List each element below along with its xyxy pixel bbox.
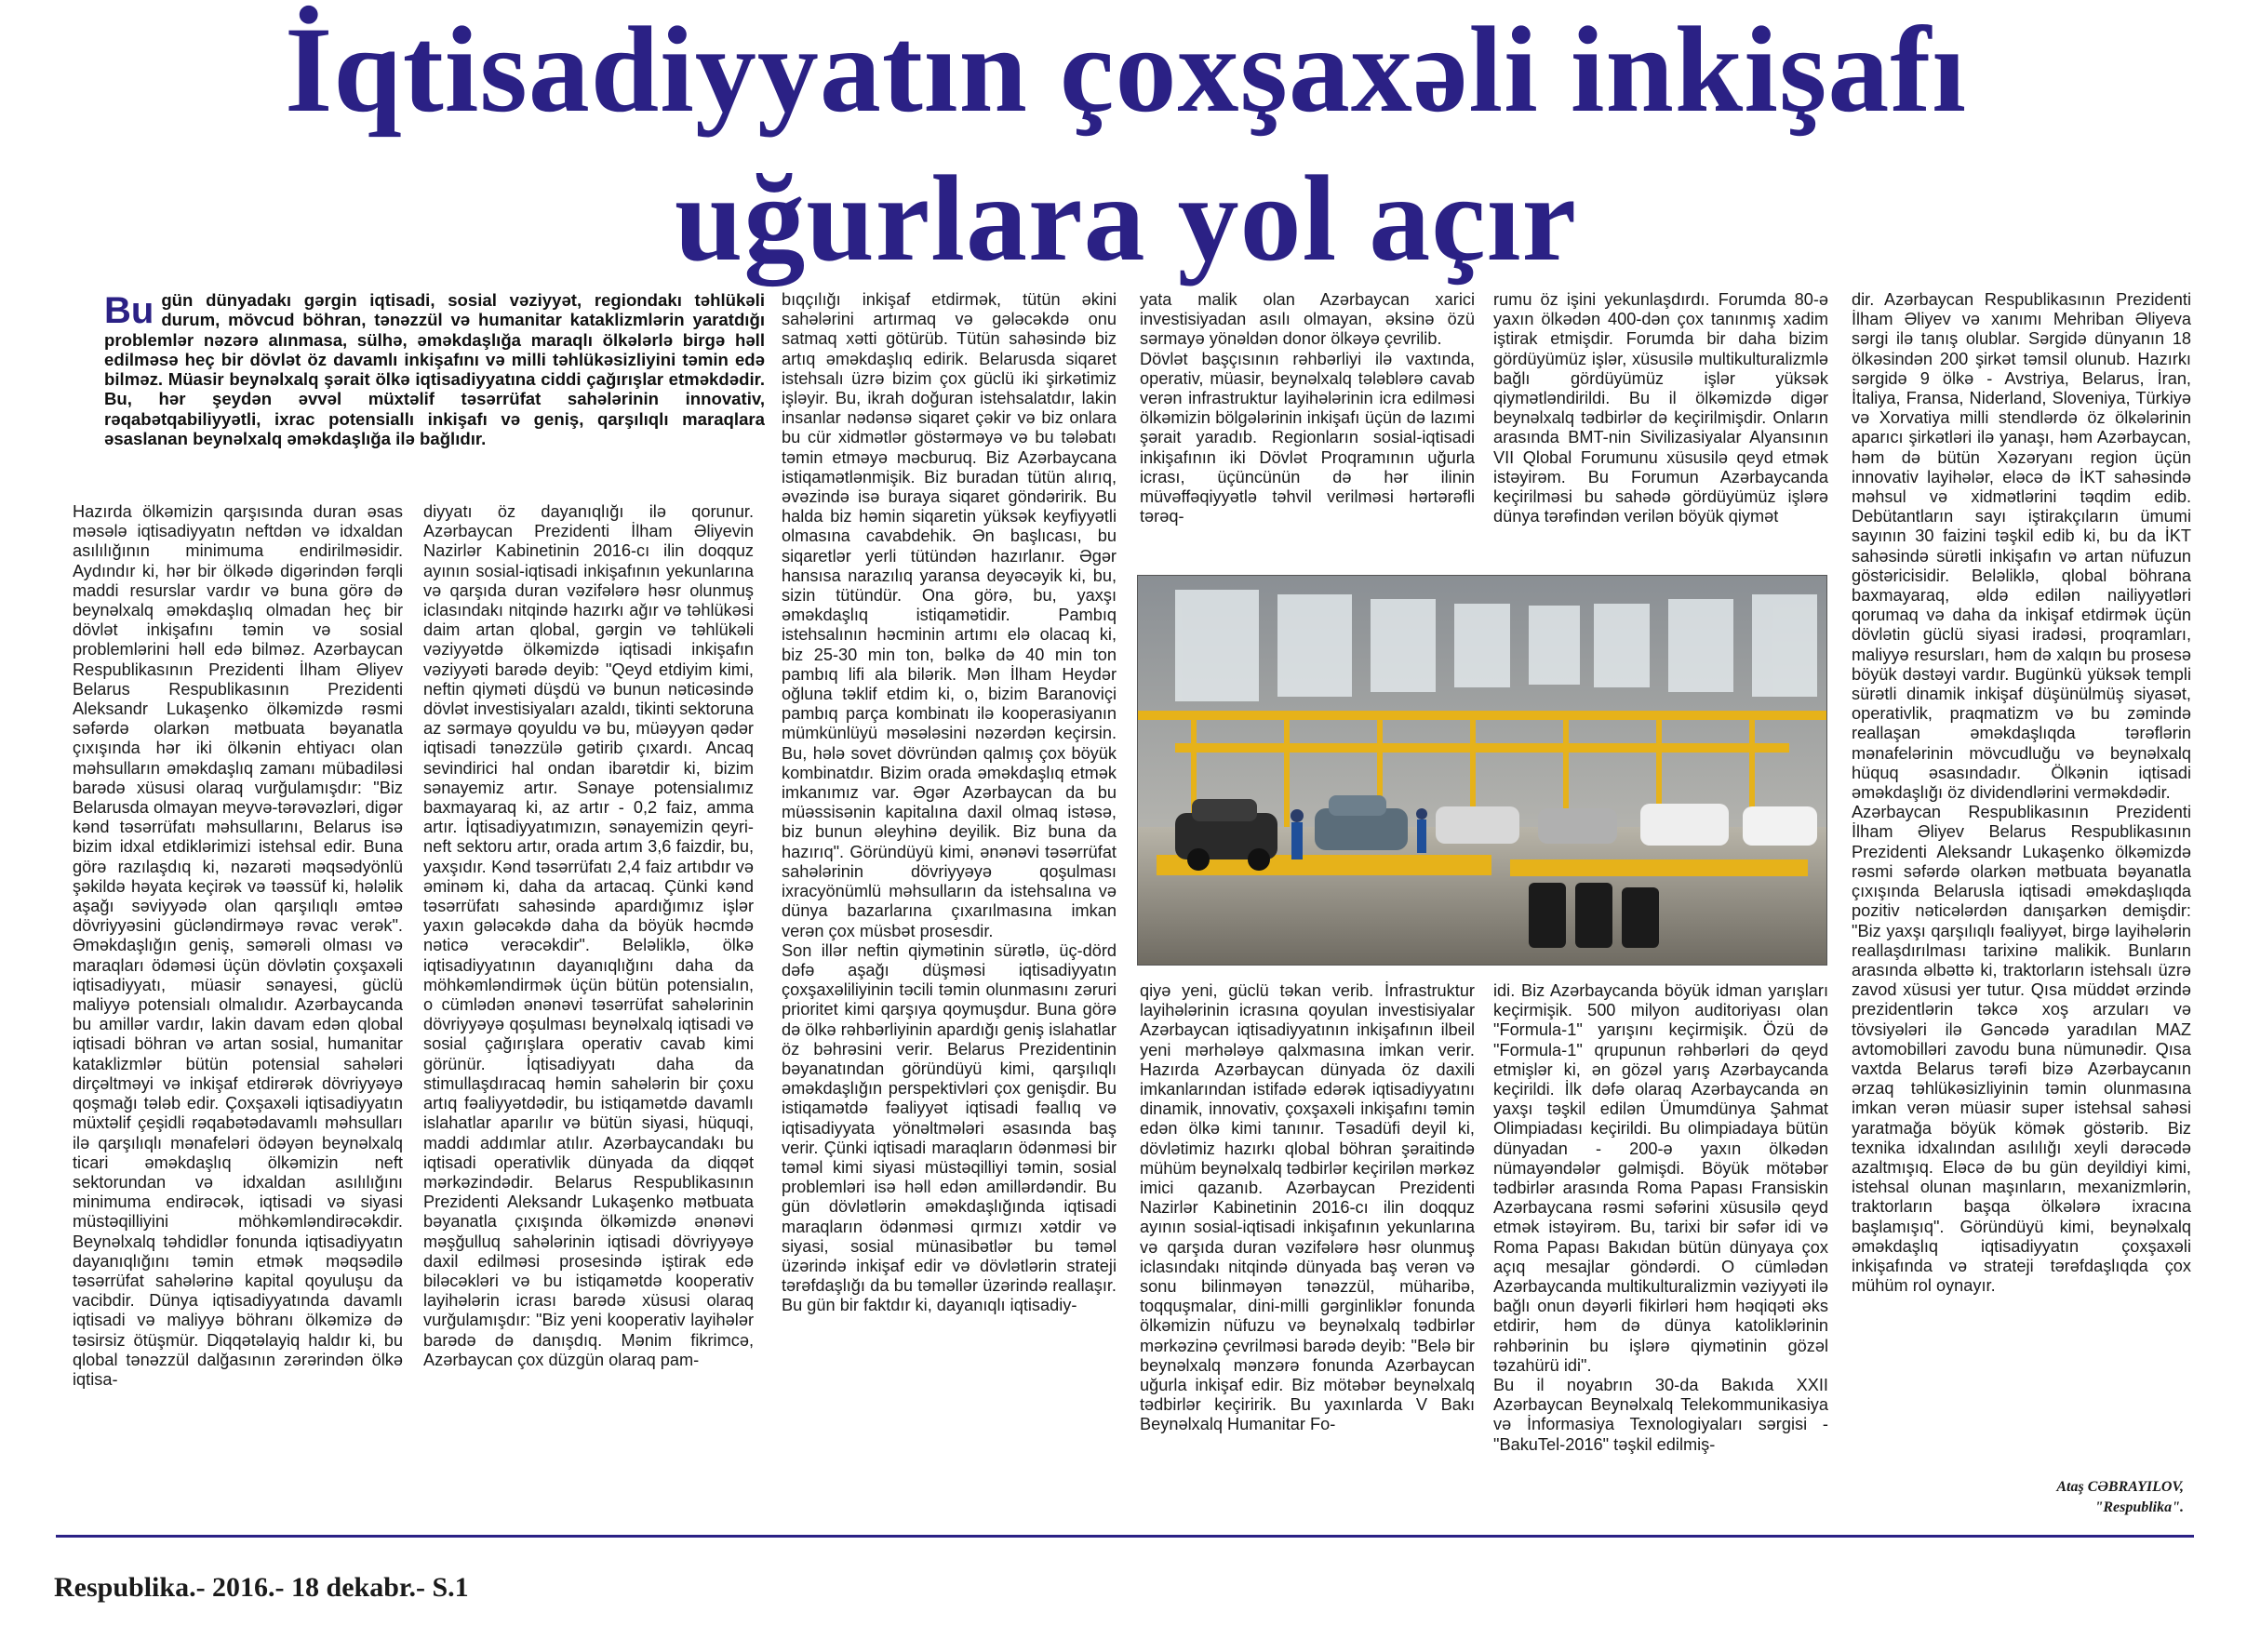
byline-author: Ataş CƏBRAYILOV, [2056, 1479, 2184, 1495]
lead-paragraph [104, 290, 765, 490]
footer-citation: Respublika.- 2016.- 18 dekabr.- S.1 [54, 1572, 469, 1603]
article-column-4-bottom: qiyə yeni, güclü təkan verib. İnfrastruktur layihələrinin icrasına qoyulan investisiyalar Azərbaycan iqtisadiyyatının inkişafının ilbeil yeni mərhələyə qalxmasına imkan verir. Hazırda Azərbaycan dünyada öz daxili imkanlarından istifadə edərək iqtisadiyyatını dinamik, innovativ, çoxşaxəli inkişafını təmin edən ölkə kimi tanınır. Təsadüfi deyil ki, dövlətimiz hazırkı qlobal böhran şəraitində mühüm beynəlxalq tədbirlər keçirilən mərkəz imici qazanıb. Azərbaycan Prezidenti Nazirlər Kabinetinin 2016-cı ilin doqquz ayının sosial-iqtisadi inkişafının yekunlarına və qarşıda duran vəzifələrə həsr olunmuş iclasındakı nitqində dünyada baş verən və sonu bilinməyən tənəzzül, müharibə, toqquşmalar, dini-milli gərginliklər fonunda ölkəmizin nüfuzu və beynəlxalq tədbirlər mərkəzinə çevrilməsi barədə deyib: "Belə bir beynəlxalq mənzərə fonunda Azərbaycan uğurla inkişaf edir. Biz mötəbər beynəlxalq tədbirlər keçiririk. Bu yaxınlarda V Bakı Beynəlxalq Humanitar Fo- [1140, 981, 1475, 1434]
headline-line-2: uğurlara yol açır [674, 150, 1578, 286]
headline-line-1: İqtisadiyyatın çoxşaxəli inkişafı [285, 1, 1967, 138]
article-column-4-top: yata malik olan Azərbaycan xarici investisiyadan asılı olmayan, əksinə özü sərmayə yönəldən donor ölkəyə çevrilib. Dövlət başçısının rəhbərliyi ilə vaxtında, operativ, müasir, beynəlxalq tələblərə cavab verən infrastruktur layihələrinin icra edilməsi ölkəmizin bölgələrinin inkişafı üçün də lazımi şərait yaradıb. Regionların sosial-iqtisadi inkişafının iki Dövlət Proqramının uğurla icrası, üçüncünün də hər ilinin müvəffəqiyyətlə təhvil verilməsi hərtərəfli tərəq- [1140, 290, 1475, 526]
article-column-6: dir. Azərbaycan Respublikasının Prezidenti İlham Əliyev və xanımı Mehriban Əliyeva sərgi ilə tanış olublar. Sərgidə dünyanın 18 ölkəsindən 200 şirkət təmsil olunub. Hazırkı sərgidə 9 ölkə - Avstriya, Belarus, İran, İtaliya, Fransa, Niderland, Sloveniya, Türkiyə və Xorvatiya milli stendlərdə öz ölkələrinin aparıcı şirkətləri ilə yanaşı, həm Azərbaycan, həm də bütün Xəzəryanı region üçün innovativ layihələr, eləcə də İKT sahəsində məhsul və xidmətlərini təqdim edib. Debütantların sayı iştirakçıların ümumi sayının 30 faizini təşkil edib ki, bu da İKT sahəsində sürətli inkişafın və artan nüfuzun göstəricisidir. Beləliklə, qlobal böhrana baxmayaraq, əldə edilən nailiyyətləri qorumaq və daha da inkişaf etdirmək üçün dövlətin güclü siyasi iradəsi, proqramları, maliyyə resursları, həm də xalqın bu prosesə böyük dəstəyi vardır. Bugünkü yüksək templi sürətli dinamik inkişaf düşünülmüş siyasət, operativlik, praqmatizm və bu zəmində reallaşan əməkdaşlıqda tərəflərin mənafelərinin mövcudluğu və beynəlxalq hüquq əsasındadır. Ölkənin iqtisadi əməkdaşlığı öz dividendlərini verməkdədir. Azərbaycan Respublikasının Prezidenti İlham Əliyev Belarus Respublikasının Prezidenti Aleksandr Lukaşenko ölkəmizdə rəsmi səfərdə olarkən mətbuata bəyanatla çıxışında Belarusla iqtisadi əməkdaşlıqda pozitiv nəticələrdən danışarkən demişdir: "Biz yaxşı qarşılıqlı fəaliyyət, birgə layihələrin reallaşdırılması tarixinə malikik. Bunların arasında əlbəttə ki, traktorların istehsalı üzrə zavod xüsusi yer tutur. Qısa müddət ərzində prezidentlərin təkcə xoş arzuları və tövsiyələri ilə Gəncədə yaradılan MAZ avtomobilləri zavodu buna nümunədir. Qısa vaxtda Belarus tərəfi bizə Azərbaycanın ərzaq təhlükəsizliyinin təmin olunmasına imkan verən müasir super istehsal sahəsi yaratmağa böyük kömək göstərib. Biz texnika idxalından asılılığı xeyli dərəcədə azaltmışıq. Eləcə də bu gün deyildiyi kimi, istehsal olunan maşınların, mexanizmlərin, traktorların başqa ölkələrə ixracına başlamışıq". Göründüyü kimi, beynəlxalq əməkdaşlıq iqtisadiyyatın çoxşaxəli inkişafında və strateji tərəfdaşlıqda çox mühüm rol oynayır. [1852, 290, 2191, 1296]
footer-rule [56, 1535, 2194, 1538]
lead-text: gün dünyadakı gərgin iqtisadi, sosial vəziyyət, regiondakı təhlükəli durum, mövcud böhran, tənəzzül və humanitar kataklizmlərin yaratdığı problemlər nəzərə alınmasa, sülhə, əməkdaşlığa maraqlı ölkələrlə birgə həll edilməsə heç bir dövlət öz davamlı inkişafını və milli təhlükəsizliyini təmin edə bilməz. Müasir beynəlxalq şərait ölkə iqtisadiyyatına ciddi çağırışlar etməkdədir. Bu, hər şeydən əvvəl müxtəlif təsərrüfat sahələrinin innovativ, rəqabətqabiliyyətli, ixrac potensiallı inkişafı və geniş, qarşılıqlı maraqlara əsaslanan beynəlxalq əməkdaşlığa ilə bağlıdır. [104, 290, 765, 449]
car-assembly-line-illustration [1138, 576, 1826, 965]
article-column-5-bottom: idi. Biz Azərbaycanda böyük idman yarışları keçirmişik. 500 milyon auditoriyası olan "Formula-1" yarışını keçirmişik. Özü də "Formula-1" qrupunun rəhbərləri də qeyd etmişlər ki, ən gözəl yarış Azərbaycanda keçirildi. İlk dəfə olaraq Azərbaycanda ən yaxşı təşkil edilən Ümumdünya Şahmat Olimpiadası keçirildi. Bu olimpiadaya bütün dünyadan - 200-ə yaxın ölkədən nümayəndələr gəlmişdi. Böyük mötəbər tədbirlər arasında Roma Papası Fransiskin Azərbaycana rəsmi səfərini xüsusilə qeyd etmək istəyirəm. Bu, tarixi bir səfər idi və Roma Papası Bakıdan bütün dünyaya çox açıq mesajlar göndərdi. O cümlədən Azərbaycanda multikulturalizmin vəziyyəti ilə bağlı onun dəyərli fikirləri həm həqiqəti əks etdirir, həm də dünya katoliklərinin rəhbərinin bu işlərə qiymətinin gözəl təzahürü idi". Bu il noyabrın 30-da Bakıda XXII Azərbaycan Beynəlxalq Telekommunikasiya və İnformasiya Texnologiyaları sərgisi - "BakuTel-2016" təşkil edilmiş- [1493, 981, 1828, 1454]
byline-source: "Respublika". [2094, 1499, 2184, 1515]
article-column-5-top: rumu öz işini yekunlaşdırdı. Forumda 80-ə yaxın ölkədən 400-dən çox tanınmış xadim iştirak etmişdir. Forumda bir daha bizim gördüyümüz işlər, xüsusilə multikulturalizmlə bağlı gördüyümüz işlər yüksək qiymətləndirildi. Bu il ölkəmizdə digər beynəlxalq tədbirlər də keçirilmişdir. Onların arasında BMT-nin Sivilizasiyalar Alyansının VII Qlobal Forumunu xüsusilə qeyd etmək istəyirəm. Bu Forumun Azərbaycanda keçirilməsi bu sahədə gördüyümüz işlərə dünya tərəfindən verilən böyük qiymət [1493, 290, 1828, 526]
drop-cap: Bu [104, 290, 154, 331]
article-column-1: Hazırda ölkəmizin qarşısında duran əsas məsələ iqtisadiyyatın neftdən və idxaldan asılılığının minimuma endirilməsidir. Aydındır ki, hər bir ölkədə digərindən fərqli maddi resurslar vardır və buna görə də beynəlxalq əməkdaşlıq olmadan heç bir dövlət inkişafını təmin və sosial problemlərini həll edə bilməz. Azərbaycan Respublikasının Prezidenti İlham Əliyev Belarus Respublikasının Prezidenti Aleksandr Lukaşenko ölkəmizdə rəsmi səfərdə olarkən mətbuata bəyanatla çıxışında hər iki ölkənin ehtiyacı olan məhsulların əməkdaşlıq zamanı mübadiləsi barədə xüsusi olaraq vurğulamışdır: "Biz Belarusda olmayan meyvə-tərəvəzləri, digər kənd təsərrüfatı məhsullarını, Belarus isə bizim idxal etdiklərimizi istehsal edir. Buna görə razılaşdıq ki, nəzarəti məqsədyönlü şəkildə həyata keçirək və təəssüf ki, hələlik aşağı səviyyədə olan qarşılıqlı əmtəə dövriyyəsini gücləndirməyə rəvac verək". Əməkdaşlığın geniş, səmərəli olması və maraqları ödəməsi üçün dövlətin çoxşaxəli iqtisadiyyatı, müasir sənayesi, güclü maliyyə potensialı olmalıdır. Azərbaycanda bu amillər vardır, lakin davam edən qlobal iqtisadi böhran və artan sosial, humanitar kataklizmlər bütün potensial sahələri dirçəltməyi və inkişaf etdirərək dövriyyəyə qoşmağı tələb edir. Çoxşaxəli iqtisadiyyatın müxtəlif çeşidli rəqabətədavamlı məhsulları ilə qarşılıqlı mənafeləri ödəyən beynəlxalq ticari əməkdaşlıq ölkəmizin neft sektorundan və idxaldan asılılığını minimuma endirəcək, iqtisadi və siyasi müstəqilliyini möhkəmləndirəcəkdir. Beynəlxalq təhdidlər fonunda iqtisadiyyatın dayanıqlığını təmin etmək məqsədilə təsərrüfat sahələrinə kapital qoyuluşu da vacibdir. Dünya iqtisadiyyatında davamlı iqtisadi və maliyyə böhranı ölkəmizə də təsirsiz ötüşmür. Diqqətəlayiq haldır ki, bu qlobal tənəzzül dalğasının zərərindən ölkə iqtisa- [73, 502, 403, 1389]
article-column-3: bıqçılığı inkişaf etdirmək, tütün əkini sahələrini artırmaq və gələcəkdə onu satmaq xətti götürüb. Tütün sahəsində biz artıq əməkdaşlıq edirik. Belarusda siqaret istehsalı üzrə bizim çox güclü iki şirkətimiz işləyir. Bu, ikrah doğuran istehsalatdır, lakin insanlar nədənsə siqaret çəkir və biz onlara bu cür xidmətlər göstərməyə və bu tələbatı təmin etməyə məcburuq. Biz Azərbaycana istiqamətlənmişik. Biz buradan tütün alırıq, əvəzində isə buraya siqaret göndəririk. Bu halda biz həmin siqaretin yüksək keyfiyyətli olmasına cavabdehik. Ən başlıcası, bu siqaretlər yerli tütündən hazırlanır. Əgər hansısa narazılıq yaransa deyəcəyik ki, bu, sizin tütündür. Ona görə, bu, yaxşı əməkdaşlıq istiqamətidir. Pambıq istehsalının həcminin artımı elə olacaq ki, biz 25-30 min ton, bəlkə də 40 min ton pambıq lifi ala bilərik. Mən İlham Heydər oğluna təklif etdim ki, o, bizim Baranoviçi pambıq parça kombinatı ilə kooperasiyanın mümkünlüyü məsələsini nəzərdən keçirsin. Bu, hələ sovet dövründən qalmış çox böyük kombinatdır. Bizim orada əməkdaşlıq etmək imkanımız var. Əgər Azərbaycan da bu müəssisənin kapitalına daxil olmaq istəsə, biz bunun əleyhinə deyilik. Biz buna da hazırıq". Göründüyü kimi, ənənəvi təsərrüfat sahələrinin dövriyyəyə qoşulması ixracyönümlü məhsulların da istehsalına və dünya bazarlarına çıxarılmasına imkan verən çox müsbət prosesdir. Son illər neftin qiymətinin sürətlə, üç-dörd dəfə aşağı düşməsi iqtisadiyyatın çoxşaxəliliyinin təcili təmin olunmasını zəruri prioritet kimi qarşıya qoymuşdur. Buna görə də ölkə rəhbərliyinin apardığı geniş islahatlar öz bəhrəsini verir. Belarus Prezidentinin bəyanatından göründüyü kimi, qarşılıqlı əməkdaşlığın perspektivləri çox genişdir. Bu istiqamətdə fəaliyyət iqtisadi fəallıq və iqtisadiyyata yönəltmələri əsasında baş verir. Çünki iqtisadi maraqların ödənməsi bir təməl kimi siyasi müstəqilliyi təmin, sosial problemləri isə həll edən amillərdəndir. Bu gün dövlətlərin əməkdaşlığında iqtisadi maraqların ödənməsi qırmızı xətdir və siyasi, sosial münasibətlər bu təməl üzərində inkişaf edir və dövlətlərin strateji tərəfdaşlığı da bu təməllər üzərində reallaşır. Bu gün bir faktdır ki, dayanıqlı iqtisadiy- [782, 290, 1117, 1315]
article-column-2: diyyatı öz dayanıqlığı ilə qorunur. Azərbaycan Prezidenti İlham Əliyevin Nazirlər Kabinetinin 2016-cı ilin doqquz ayının sosial-iqtisadi inkişafının yekunlarına və qarşıda duran vəzifələrə həsr olunmuş iclasındakı nitqində hazırkı ağır və təhlükəsi daim artan qlobal, gərgin və təhlükəli vəziyyətdə ölkəmizdə iqtisadi inkişafın vəziyyəti barədə deyib: "Qeyd etdiyim kimi, neftin qiyməti düşdü və bunun nəticəsində dövlət investisiyaları azaldı, tikinti sektoruna az sərmayə qoyuldu və bu, müəyyən qədər iqtisadi tənəzzülə gətirib çıxardı. Ancaq sevindirici hal ondan ibarətdir ki, bizim sənayemiz artır. Sənaye potensialımız baxmayaraq ki, az artır - 0,2 faiz, amma artır. İqtisadiyyatımızın, sənayemizin qeyri-neft sektoru artır, orada artım 3,6 faizdir, bu, yaxşıdır. Kənd təsərrüfatı 2,4 faiz artıbdır və əminəm ki, daha da artacaq. Çünki kənd təsərrüfatı sahəsində apardığımız işlər yaxın gələcəkdə daha da böyük həcmdə nəticə verəcəkdir". Beləliklə, ölkə iqtisadiyyatının dayanıqlığını daha da möhkəmləndirmək üçün bütün potensialın, o cümlədən ənənəvi təsərrüfat sahələrinin dövriyyəyə qoşulması beynəlxalq iqtisadi və sosial çağırışlara operativ cavab kimi görünür. İqtisadiyyatı daha da stimullaşdıracaq həmin sahələrin bir çoxu artıq fəaliyyətdədir, bu istiqamətdə davamlı islahatlar aparılır və bütün siyasi, hüquqi, maddi addımlar atılır. Azərbaycandakı bu iqtisadi operativlik dünyada da diqqət mərkəzindədir. Belarus Respublikasının Prezidenti Aleksandr Lukaşenko mətbuata bəyanatla çıxışında ölkəmizdə ənənəvi məşğulluq sahələrinin iqtisadi dövriyyəyə daxil edilməsi prosesində iştirak edə biləcəkləri və bu istiqamətdə kooperativ layihələrin icrası barədə xüsusi olaraq vurğulamışdır: "Biz yeni kooperativ layihələr barədə də danışdıq. Mənim fikrimcə, Azərbaycan çox düzgün olaraq pam- [423, 502, 754, 1369]
factory-photo [1137, 575, 1827, 966]
